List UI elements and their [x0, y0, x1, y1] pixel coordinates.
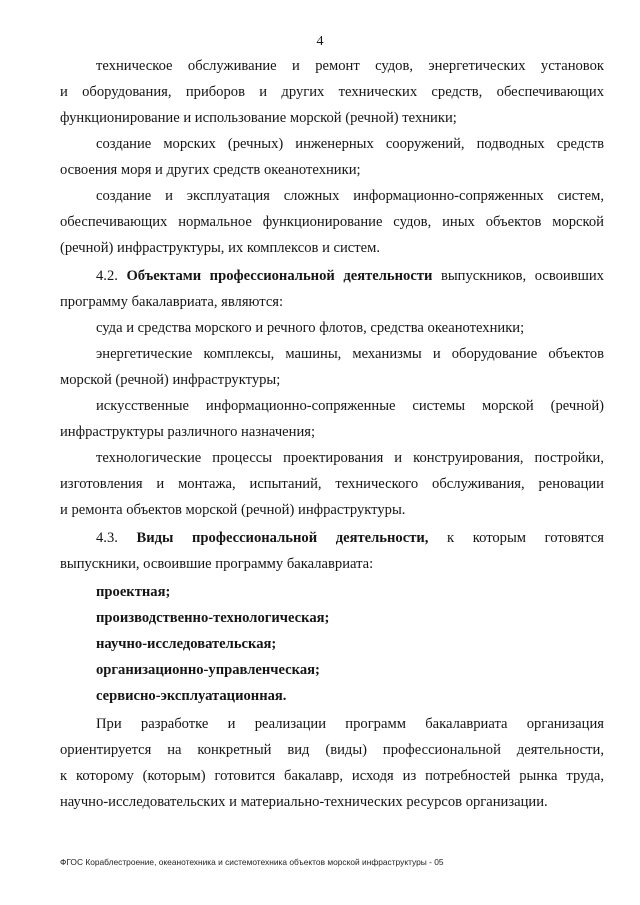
- closing-line3: к которому (которым) готовится бакалавр, исходя из потребностей рынка труда,: [60, 768, 604, 784]
- list1-item2-line1: создание морских (речных) инженерных сооружений, подводных средств: [96, 136, 604, 152]
- section-4-3-heading-line: [96, 529, 604, 547]
- list2-item4-line1: технологические процессы проектирования и конструирования, постройки,: [96, 450, 604, 466]
- section-4-2-line2: программу бакалавриата, являются:: [60, 294, 284, 310]
- list1-item1-line2: и оборудования, приборов и других технических средств, обеспечивающих: [60, 84, 604, 100]
- section-4-3-bold-title: Виды профессиональной деятельности,: [136, 530, 429, 546]
- list1-item2-line2: освоения моря и других средств океанотехники;: [60, 162, 361, 178]
- closing-line4: научно-исследовательских и материально-технических ресурсов организации.: [60, 794, 548, 810]
- page-number: 4: [316, 34, 324, 49]
- section-4-3-number: 4.3.: [96, 530, 118, 546]
- activity-type-service: сервисно-эксплуатационная.: [96, 688, 287, 704]
- list2-item3-line2: инфраструктуры различного назначения;: [60, 424, 316, 440]
- closing-line1: При разработке и реализации программ бакалавриата организация: [96, 716, 604, 732]
- activity-type-design: проектная;: [96, 584, 171, 600]
- section-4-2-bold-title: Объектами профессиональной деятельности: [126, 268, 433, 284]
- activity-type-production: производственно-технологическая;: [96, 610, 330, 626]
- list2-item1: суда и средства морского и речного флотов, средства океанотехники;: [96, 320, 525, 336]
- section-4-2-heading-line: [96, 267, 604, 285]
- section-4-3-rest: к которым готовятся: [447, 530, 604, 546]
- closing-line2: ориентируется на конкретный вид (виды) профессиональной деятельности,: [60, 742, 604, 758]
- list1-item3-line3: (речной) инфраструктуры, их комплексов и систем.: [60, 240, 381, 256]
- activity-type-research: научно-исследовательская;: [96, 636, 277, 652]
- list2-item4-line3: и ремонта объектов морской (речной) инфраструктуры.: [60, 502, 406, 518]
- section-4-2-number: 4.2.: [96, 268, 118, 284]
- list1-item3-line1: создание и эксплуатация сложных информационно-сопряженных систем,: [96, 188, 604, 204]
- section-4-2-rest: выпускников, освоивших: [440, 268, 604, 284]
- list2-item2-line1: энергетические комплексы, машины, механизмы и оборудование объектов: [96, 346, 604, 362]
- section-4-3-line2: выпускники, освоившие программу бакалавриата:: [60, 556, 374, 572]
- list2-item2-line2: морской (речной) инфраструктуры;: [60, 372, 281, 388]
- list2-item3-line1: искусственные информационно-сопряженные системы морской (речной): [96, 398, 604, 414]
- list1-item1-line3: функционирование и использование морской (речной) техники;: [60, 110, 457, 126]
- list1-item3-line2: обеспечивающих нормальное функционирование судов, иных объектов морской: [60, 214, 604, 230]
- page-footer: ФГОС Кораблестроение, океанотехника и системотехника объектов морской инфраструктуры - 05: [60, 857, 444, 867]
- activity-type-management: организационно-управленческая;: [96, 662, 320, 678]
- list1-item1-line1: техническое обслуживание и ремонт судов, энергетических установок: [96, 58, 604, 74]
- list2-item4-line2: изготовления и монтажа, испытаний, технического обслуживания, реновации: [60, 476, 604, 492]
